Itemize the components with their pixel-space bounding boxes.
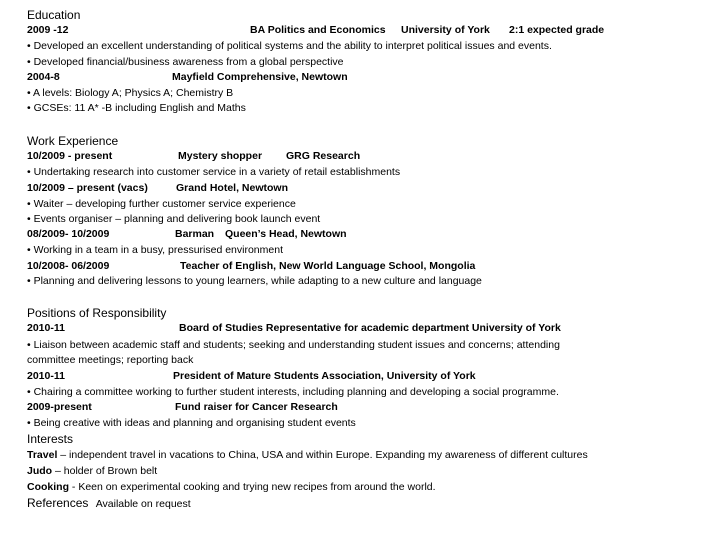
role-title: Board of Studies Representative for academic department University of York [179,322,561,334]
degree-course: BA Politics and Economics [250,24,386,36]
job-bullet: • Undertaking research into customer service in a variety of retail establishments [27,166,401,178]
interest-text: - Keen on experimental cooking and trying new recipes from around the world. [69,481,436,493]
school-bullet: • GCSEs: 11 A* -B including English and Maths [27,102,246,114]
job-row [27,228,717,241]
school-bullet: • A levels: Biology A; Physics A; Chemistry B [27,87,234,99]
interest-item [27,481,436,494]
role-row [27,401,717,414]
job-row [27,182,717,195]
job-employer: GRG Research [286,150,361,162]
role-bullet: committee meetings; reporting back [27,354,194,366]
degree-bullet: • Developed an excellent understanding of political systems and the ability to interpret political issues and events. [27,40,552,52]
responsibility-heading: Positions of Responsibility [27,306,167,320]
role-title: Fund raiser for Cancer Research [175,401,338,413]
references-text: Available on request [95,498,191,510]
interest-text: – holder of Brown belt [52,465,158,477]
degree-bullet: • Developed financial/business awareness from a global perspective [27,56,344,68]
references-row [27,496,191,511]
role-row [27,322,717,335]
interests-heading: Interests [27,432,74,446]
school-row [27,71,717,84]
job-title: Barman [175,228,215,240]
job-employer: Queen’s Head, Newtown [225,228,347,240]
job-dates: 10/2009 - present [27,150,113,162]
school-years: 2004-8 [27,71,60,83]
role-dates: 2009-present [27,401,92,413]
work-heading: Work Experience [27,134,119,148]
job-dates: 10/2008- 06/2009 [27,260,110,272]
interest-label: Cooking [27,481,69,493]
job-title: Grand Hotel, Newtown [176,182,289,194]
degree-row [27,24,717,37]
references-heading: References [27,496,89,510]
education-heading: Education [27,8,81,22]
job-dates: 10/2009 – present (vacs) [27,182,148,194]
job-row [27,260,717,273]
degree-institution: University of York [401,24,490,36]
job-row [27,150,717,163]
role-dates: 2010-11 [27,370,65,382]
interest-label: Travel [27,449,58,461]
interest-label: Judo [27,465,53,477]
job-bullet: • Waiter – developing further customer service experience [27,198,296,210]
degree-years: 2009 -12 [27,24,69,36]
interest-item [27,465,157,478]
role-bullet: • Liaison between academic staff and students; seeking and understanding student issues and concerns; attending [27,339,560,351]
interest-text: – independent travel in vacations to China, USA and within Europe. Expanding my awareness of different cultures [57,449,588,461]
job-dates: 08/2009- 10/2009 [27,228,110,240]
job-bullet: • Events organiser – planning and delivering book launch event [27,213,321,225]
role-bullet: • Chairing a committee working to further student interests, including planning and developing a social programme. [27,386,559,398]
job-title: Teacher of English, New World Language School, Mongolia [180,260,476,272]
job-bullet: • Planning and delivering lessons to young learners, while adapting to a new culture and language [27,275,482,287]
job-title: Mystery shopper [178,150,263,162]
role-bullet: • Being creative with ideas and planning and organising student events [27,417,356,429]
role-title: President of Mature Students Association, University of York [173,370,476,382]
interest-item [27,449,588,462]
role-row [27,370,717,383]
job-bullet: • Working in a team in a busy, pressurised environment [27,244,283,256]
school-name: Mayfield Comprehensive, Newtown [172,71,348,83]
role-dates: 2010-11 [27,322,65,334]
degree-grade: 2:1 expected grade [509,24,605,36]
